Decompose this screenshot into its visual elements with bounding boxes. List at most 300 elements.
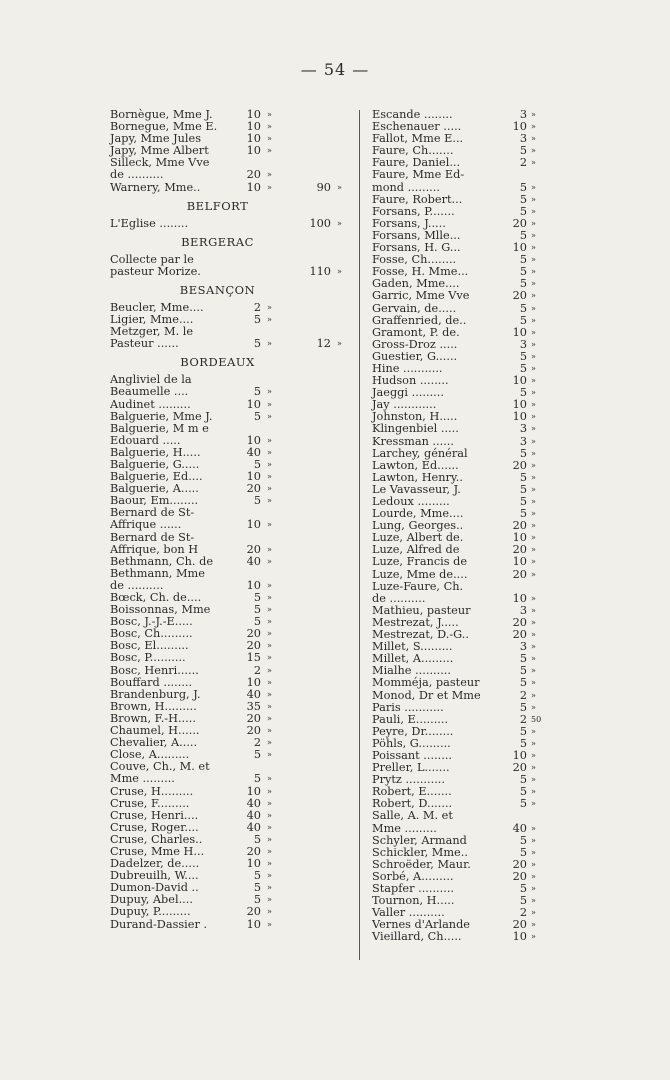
list-item: [372, 690, 547, 702]
entry-name: Forsans, P.......: [372, 204, 455, 218]
entry-name: Balguerie, H.....: [110, 445, 201, 459]
entry-amount: 5: [519, 507, 527, 521]
entry-unit: »: [531, 654, 536, 664]
entry-unit: »: [267, 593, 272, 602]
entry-name: Cruse, Charles..: [110, 832, 203, 846]
entry-amount: 5: [519, 797, 527, 811]
entry-amount: 10: [246, 180, 261, 194]
list-item: [372, 290, 547, 302]
entry-amount: 5: [519, 470, 527, 484]
entry-amount: 5: [253, 869, 261, 883]
list-item: [372, 423, 547, 435]
list-item: [110, 677, 350, 689]
entry-name: Millet, A.........: [372, 652, 454, 666]
entry-unit: »: [267, 110, 272, 119]
entry-amount: 10: [512, 555, 527, 569]
list-item: [372, 581, 547, 593]
entry-unit: »: [267, 411, 272, 421]
entry-unit: »: [267, 701, 272, 711]
entry-name: Eschenauer .....: [372, 120, 462, 134]
right-column: [372, 109, 547, 943]
entry-amount: 5: [519, 349, 527, 363]
entry-amount: 10: [512, 591, 527, 605]
entry-name: Bornegue, Mme E.: [110, 120, 218, 134]
entry-name: Angliviel de la: [110, 373, 192, 387]
entry-name: Jaeggi .........: [372, 386, 444, 400]
entry-name: Schroëder, Maur.: [372, 857, 471, 871]
list-item: [110, 399, 350, 411]
entry-unit: »: [267, 713, 272, 723]
entry-amount: 3: [519, 434, 527, 448]
entry-amount: 5: [519, 361, 527, 375]
entry-unit: »: [531, 521, 536, 531]
entry-name: Lung, Georges..: [372, 519, 464, 533]
entry-unit: »: [531, 351, 536, 361]
entry-unit: »: [531, 847, 536, 857]
entry-amount: 10: [246, 433, 261, 447]
entry-amount: 5: [519, 676, 527, 690]
entry-amount: 10: [246, 784, 261, 798]
entry-name: Luze, Mme de....: [372, 567, 468, 581]
entry-name: Close, A.........: [110, 748, 190, 762]
column-divider: [359, 110, 360, 960]
entry-name: Balguerie, Ed....: [110, 470, 203, 484]
entry-name: Momméja, pasteur: [372, 676, 480, 690]
entry-unit: »: [267, 859, 272, 869]
list-item: [110, 532, 350, 544]
entry-name: Beaumelle ....: [110, 385, 189, 399]
entry-amount: 5: [519, 180, 527, 194]
entry-amount: 20: [512, 567, 527, 581]
entry-name: Peyre, Dr........: [372, 724, 454, 738]
entry-name: Larchey, général: [372, 446, 468, 460]
entry-name: Bosc, Ch.........: [110, 627, 193, 641]
entry-unit: »: [531, 315, 536, 325]
entry-name: Silleck, Mme Vve: [110, 156, 210, 170]
entry-name: Fosse, Ch........: [372, 253, 457, 267]
list-item: [372, 436, 547, 448]
entry-name: mond .........: [372, 180, 440, 194]
section-heading: BORDEAUX: [180, 355, 255, 370]
entry-amount: 5: [519, 724, 527, 738]
entry-name: Bœck, Ch. de....: [110, 591, 202, 604]
entry-unit: »: [531, 726, 536, 736]
list-item: [372, 847, 547, 859]
entry-name: Poissant ........: [372, 748, 453, 762]
entry-name: Affrique ......: [110, 518, 182, 532]
entry-name: Dumon-David ..: [110, 881, 199, 895]
entry-subtotal-unit: »: [337, 266, 342, 276]
entry-amount: 2: [253, 736, 261, 750]
entry-amount: 5: [253, 457, 261, 471]
entry-name: Stapfer ..........: [372, 882, 455, 895]
entry-amount: 20: [512, 615, 527, 629]
entry-unit: »: [531, 158, 536, 168]
entry-unit: »: [531, 545, 536, 555]
entry-amount: 5: [519, 664, 527, 678]
entry-name: Robert, D.......: [372, 797, 453, 811]
entry-name: Luze, Alfred de: [372, 543, 460, 557]
entry-name: Lawton, Henry..: [372, 470, 463, 484]
entry-name: Faure, Robert...: [372, 192, 463, 206]
entry-unit: »: [267, 822, 272, 832]
entry-name: Edouard .....: [110, 433, 181, 447]
entry-name: Garric, Mme Vve: [372, 289, 470, 303]
entry-unit: »: [531, 569, 536, 579]
entry-unit: »: [531, 920, 536, 930]
entry-name: Mme .........: [110, 772, 175, 786]
entry-name: Luze, Francis de: [372, 555, 468, 569]
entry-name: Bethmann, Ch. de: [110, 554, 214, 568]
entry-amount: 5: [253, 615, 261, 629]
entry-unit: »: [531, 630, 536, 640]
list-item: [110, 798, 350, 810]
entry-name: Lawton, Ed......: [372, 458, 459, 472]
entry-name: Beucler, Mme....: [110, 300, 204, 314]
entry-unit: »: [531, 134, 536, 144]
list-item: [110, 786, 350, 798]
entry-unit: »: [531, 823, 536, 833]
entry-unit: »: [531, 363, 536, 373]
entry-name: Gervain, de.....: [372, 301, 457, 315]
entry-unit: »: [531, 642, 536, 652]
list-item: [110, 665, 350, 677]
entry-amount: 5: [519, 228, 527, 242]
entry-name: Schyler, Armand: [372, 833, 467, 847]
entry-name: Collecte par le: [110, 252, 194, 266]
entry-amount: 20: [246, 711, 261, 725]
list-item: [110, 810, 350, 822]
entry-unit: »: [531, 763, 536, 773]
entry-unit: »: [531, 533, 536, 543]
entry-unit: »: [531, 255, 536, 265]
list-item: [110, 386, 350, 398]
entry-amount: 5: [253, 603, 261, 617]
entry-name: Mme .........: [372, 821, 437, 835]
entry-unit: »: [531, 738, 536, 748]
section-heading: BERGERAC: [181, 234, 254, 249]
entry-name: Cruse, F.........: [110, 796, 190, 810]
entry-name: Guestier, G......: [372, 349, 458, 363]
list-item: [372, 569, 547, 581]
entry-unit: »: [267, 605, 272, 615]
list-item: [110, 652, 350, 664]
entry-amount: 20: [246, 844, 261, 858]
list-item: [372, 702, 547, 714]
list-item: [372, 315, 547, 327]
entry-unit: »: [267, 665, 272, 675]
entry-amount: 5: [519, 773, 527, 787]
entry-amount: 5: [253, 772, 261, 786]
entry-name: Chaumel, H......: [110, 724, 200, 738]
entry-name: Escande ........: [372, 108, 453, 121]
entry-name: Balguerie, G.....: [110, 457, 200, 471]
entry-unit: »: [531, 787, 536, 797]
entry-amount: 3: [519, 337, 527, 351]
entry-amount: 3: [519, 603, 527, 617]
entry-unit: »: [267, 907, 272, 917]
entry-amount: 20: [246, 905, 261, 919]
entry-unit: »: [531, 509, 536, 519]
entry-name: Lourde, Mme....: [372, 507, 464, 521]
entry-amount: 2: [519, 906, 527, 920]
entry-amount: 5: [519, 785, 527, 799]
entry-name: Durand-Dassier .: [110, 917, 208, 931]
entry-unit: »: [267, 459, 272, 469]
entry-unit: »: [531, 702, 536, 712]
entry-unit: »: [267, 689, 272, 699]
entry-amount: 20: [512, 857, 527, 871]
entry-amount: 20: [512, 458, 527, 472]
entry-amount: 5: [519, 700, 527, 714]
entry-name: Vieillard, Ch.....: [372, 930, 462, 944]
entry-name: Tournon, H.....: [372, 894, 455, 908]
entry-amount: 5: [519, 253, 527, 267]
entry-unit: »: [267, 919, 272, 929]
entry-amount: 5: [519, 204, 527, 218]
entry-amount: 20: [512, 869, 527, 883]
entry-unit: »: [531, 690, 536, 700]
entry-name: Gross-Droz .....: [372, 337, 458, 351]
entry-unit: »: [267, 484, 272, 494]
entry-name: Forsans, Mlle...: [372, 228, 461, 242]
entry-amount: 20: [512, 543, 527, 557]
entry-name: Cruse, H.........: [110, 784, 194, 798]
entry-amount: 20: [246, 482, 261, 496]
entry-name: Forsans, J.....: [372, 216, 446, 230]
entry-amount: 5: [519, 482, 527, 496]
entry-name: Hudson ........: [372, 374, 449, 388]
entry-unit: »: [267, 641, 272, 651]
entry-name: Paris ...........: [372, 700, 444, 714]
entry-name: Pasteur ......: [110, 337, 179, 351]
entry-name: Ligier, Mme....: [110, 313, 194, 327]
entry-amount: 3: [519, 132, 527, 146]
entry-unit: »: [531, 472, 536, 482]
entry-unit: »: [531, 339, 536, 349]
entry-unit: »: [531, 376, 536, 386]
entry-unit: »: [267, 653, 272, 663]
entry-subtotal-unit: »: [337, 218, 342, 228]
list-item: [372, 714, 547, 726]
entry-unit: 50: [531, 714, 542, 724]
entry-unit: »: [267, 786, 272, 796]
entry-name: Schickler, Mme..: [372, 845, 468, 859]
entry-name: Salle, A. M. et: [372, 809, 453, 823]
entry-unit: »: [531, 908, 536, 918]
entry-unit: »: [531, 206, 536, 216]
list-item: [372, 677, 547, 689]
entry-amount: 5: [253, 893, 261, 907]
entry-unit: »: [531, 412, 536, 422]
entry-unit: »: [531, 291, 536, 301]
entry-name: Monod, Dr et Mme: [372, 688, 481, 702]
entry-name: Luze-Faure, Ch.: [372, 579, 464, 593]
entry-name: Fallot, Mme E...: [372, 132, 464, 146]
entry-amount: 20: [512, 628, 527, 642]
entry-amount: 5: [519, 144, 527, 158]
entry-amount: 40: [246, 687, 261, 701]
entry-name: Bosc, Henri......: [110, 663, 199, 677]
entry-name: Chevalier, A.....: [110, 736, 198, 750]
entry-unit: »: [531, 871, 536, 881]
entry-unit: »: [531, 230, 536, 240]
entry-unit: »: [531, 617, 536, 627]
entry-amount: 10: [512, 325, 527, 339]
list-item: [110, 519, 350, 531]
entry-amount: 10: [246, 578, 261, 592]
entry-name: Affrique, bon H: [110, 542, 199, 556]
entry-name: Mialhe ..........: [372, 664, 451, 678]
entry-name: Bouffard ........: [110, 675, 193, 689]
entry-unit: »: [531, 279, 536, 289]
entry-unit: »: [267, 182, 272, 192]
entry-amount: 10: [512, 930, 527, 944]
entry-unit: »: [531, 182, 536, 192]
entry-amount: 3: [519, 422, 527, 436]
entry-amount: 5: [519, 736, 527, 750]
entry-name: Brown, F.-H.....: [110, 711, 196, 725]
entry-name: Brown, H.........: [110, 699, 197, 713]
entry-name: L'Eglise ........: [110, 216, 189, 230]
list-item: [372, 556, 547, 568]
entry-name: de ..........: [110, 168, 164, 182]
list-item: [372, 327, 547, 339]
entry-amount: 10: [512, 748, 527, 762]
entry-name: Robert, E.......: [372, 785, 452, 799]
entry-unit: »: [267, 629, 272, 639]
entry-unit: »: [267, 170, 272, 180]
section-heading: BESANÇON: [179, 282, 256, 297]
list-item: [110, 338, 350, 350]
entry-unit: »: [531, 593, 536, 603]
entry-name: Bernard de St-: [110, 506, 195, 520]
entry-amount: 20: [512, 216, 527, 230]
entry-unit: »: [531, 460, 536, 470]
entry-unit: »: [267, 496, 272, 506]
entry-amount: 20: [246, 542, 261, 556]
entry-amount: 5: [519, 192, 527, 206]
entry-name: Johnston, H.....: [372, 410, 458, 424]
entry-name: Balguerie, Mme J.: [110, 409, 213, 423]
list-item: [372, 931, 547, 943]
entry-unit: »: [267, 834, 272, 844]
entry-amount: 40: [246, 445, 261, 459]
entry-name: Bethmann, Mme: [110, 566, 205, 580]
entry-name: Ledoux .........: [372, 495, 450, 508]
entry-name: pasteur Morize.: [110, 264, 201, 278]
entry-amount: 5: [519, 833, 527, 847]
entry-name: Preller, L.......: [372, 761, 450, 775]
entry-name: Pöhls, G.........: [372, 736, 451, 750]
entry-unit: »: [267, 387, 272, 397]
entry-name: Mestrezat, D.-G..: [372, 628, 469, 642]
entry-unit: »: [531, 859, 536, 869]
entry-amount: 40: [246, 820, 261, 834]
entry-unit: »: [531, 678, 536, 688]
entry-name: Boissonnas, Mme: [110, 603, 211, 617]
entry-name: de ..........: [110, 578, 164, 592]
entry-subtotal: 100: [309, 216, 331, 230]
entry-name: Baour, Em........: [110, 494, 199, 508]
entry-amount: 3: [519, 108, 527, 121]
entry-unit: »: [267, 798, 272, 808]
entry-amount: 10: [246, 518, 261, 532]
entry-amount: 20: [246, 168, 261, 182]
entry-name: Bosc, J.-J.-E.....: [110, 615, 193, 629]
list-item: [110, 411, 350, 423]
entry-name: Couve, Ch., M. et: [110, 760, 210, 774]
entry-unit: »: [267, 726, 272, 736]
entry-amount: 20: [246, 639, 261, 653]
entry-amount: 20: [246, 724, 261, 738]
entry-unit: »: [267, 315, 272, 325]
entry-amount: 40: [246, 808, 261, 822]
entry-name: Mathieu, pasteur: [372, 603, 471, 617]
entry-amount: 10: [512, 120, 527, 134]
entry-unit: »: [267, 871, 272, 881]
entry-name: Valler ..........: [372, 906, 445, 920]
entry-unit: »: [267, 580, 272, 590]
entry-unit: »: [267, 677, 272, 687]
entry-unit: »: [267, 134, 272, 144]
entry-amount: 10: [246, 120, 261, 134]
entry-unit: »: [267, 883, 272, 893]
entry-amount: 5: [519, 652, 527, 666]
entry-amount: 2: [519, 712, 527, 726]
entry-amount: 5: [253, 494, 261, 508]
entry-unit: »: [531, 424, 536, 434]
entry-unit: »: [267, 750, 272, 760]
entry-amount: 40: [246, 554, 261, 568]
list-item: [372, 303, 547, 315]
list-item: [110, 556, 350, 568]
entry-unit: »: [531, 303, 536, 313]
entry-unit: »: [267, 810, 272, 820]
entry-name: de ..........: [372, 591, 426, 605]
entry-amount: 10: [246, 857, 261, 871]
entry-name: Jay ............: [372, 398, 437, 412]
entry-subtotal: 12: [316, 337, 331, 351]
entry-unit: »: [531, 400, 536, 410]
list-item: [372, 835, 547, 847]
entry-name: Faure, Ch.......: [372, 144, 454, 158]
entry-name: Dadelzer, de.....: [110, 857, 200, 871]
list-item: [110, 544, 350, 556]
entry-amount: 10: [246, 675, 261, 689]
list-item: [372, 823, 547, 835]
entry-unit: »: [267, 302, 272, 312]
entry-amount: 35: [246, 699, 261, 713]
entry-amount: 40: [512, 821, 527, 835]
entry-name: Cruse, Mme H...: [110, 844, 205, 858]
list-item: [372, 810, 547, 822]
entry-name: Metzger, M. le: [110, 325, 194, 339]
list-item: [372, 194, 547, 206]
entry-name: Faure, Daniel...: [372, 156, 461, 170]
entry-unit: »: [531, 750, 536, 760]
entry-unit: »: [531, 497, 536, 506]
entry-unit: »: [267, 774, 272, 784]
entry-unit: »: [267, 520, 272, 530]
entry-amount: 5: [519, 277, 527, 291]
entry-unit: »: [267, 122, 272, 132]
entry-name: Pauli, E.........: [372, 712, 449, 726]
entry-unit: »: [531, 327, 536, 337]
entry-amount: 20: [246, 627, 261, 641]
entry-name: Hine ...........: [372, 361, 443, 375]
entry-unit: »: [531, 122, 536, 132]
